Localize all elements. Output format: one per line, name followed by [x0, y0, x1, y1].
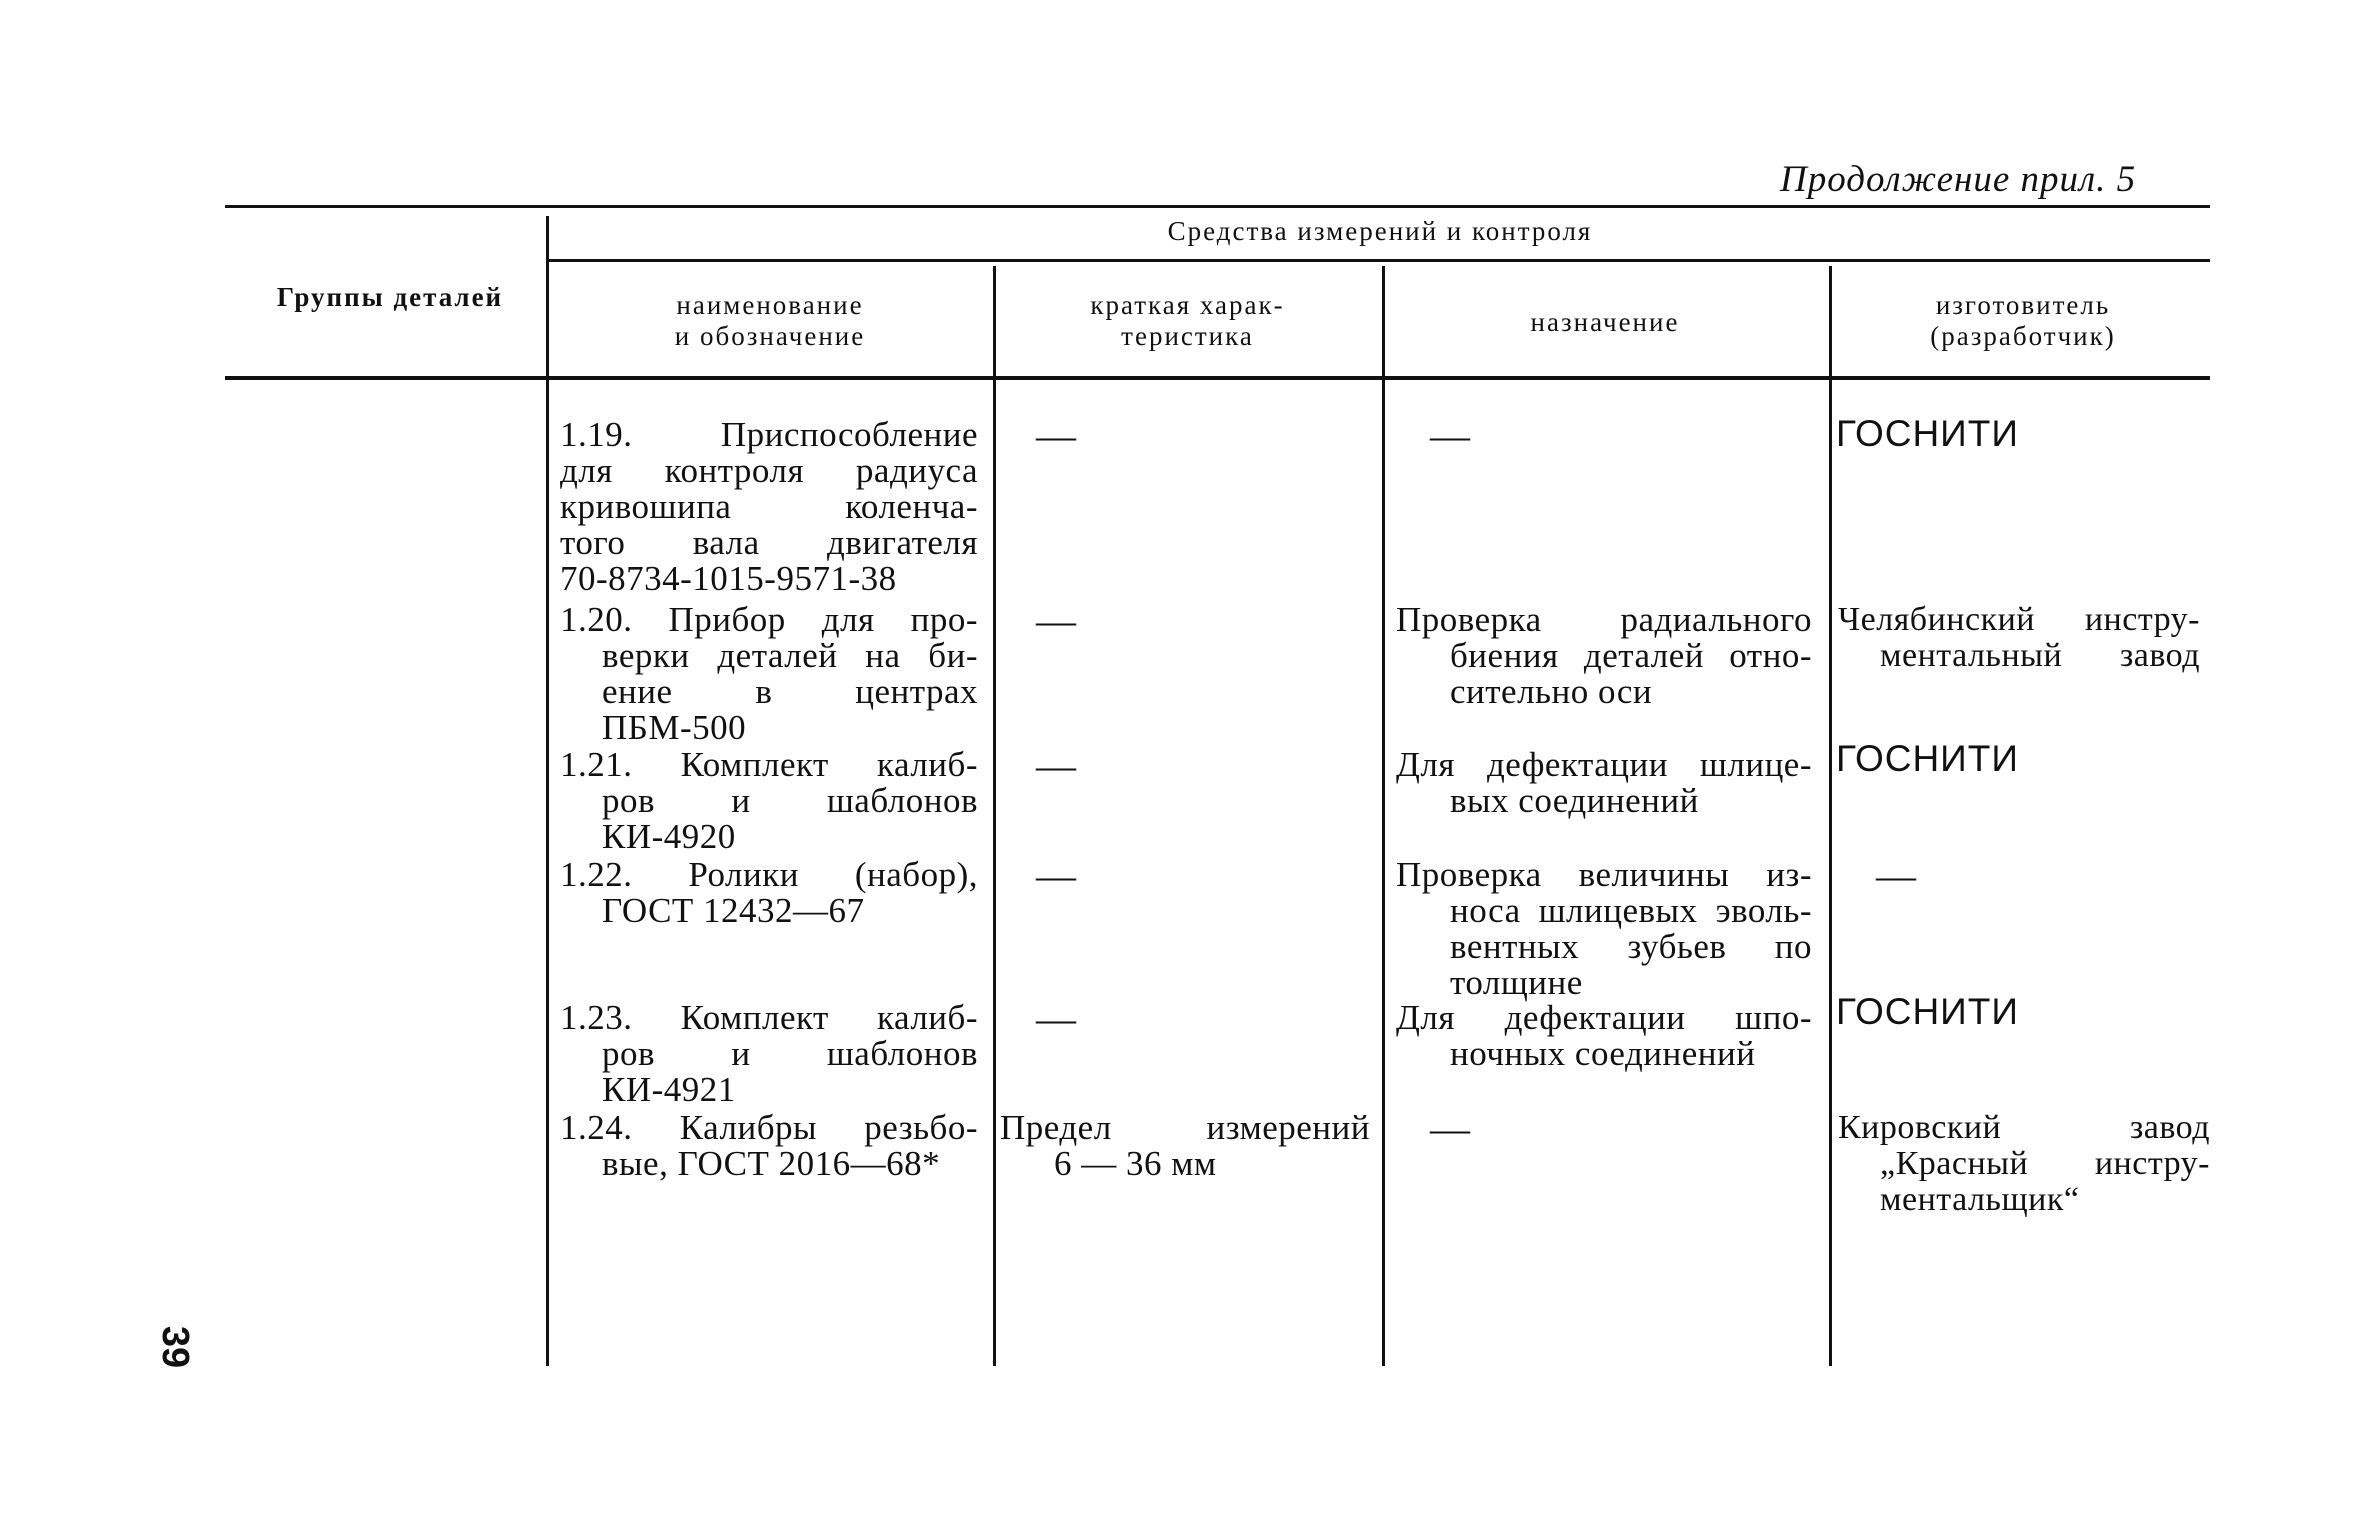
header-name-line: и обозначение: [674, 321, 866, 351]
row-text-line: „Красный инстру-: [1880, 1145, 2210, 1182]
row-text-line: биения деталей отно-: [1450, 636, 1812, 675]
row-text-line: носа шлицевых эволь-: [1450, 891, 1812, 930]
row-text-line: вентных зубьев по: [1450, 927, 1812, 966]
header-brief-column: [1000, 290, 1375, 352]
row-brief-dash: —: [1036, 996, 1076, 1041]
row-maker: ГОСНИТИ: [1836, 738, 2019, 779]
header-name-column: [560, 290, 980, 352]
row-text-line: ПБМ-500: [602, 708, 747, 747]
row-text-line: вые, ГОСТ 2016—68*: [602, 1144, 941, 1183]
header-bottom-rule: [225, 376, 2210, 380]
header-maker-column: [1838, 290, 2208, 352]
row-text-line: Проверка радиального: [1396, 600, 1812, 639]
row-brief-dash: —: [1036, 413, 1076, 458]
row-text-line: 1.20. Прибор для про-: [560, 600, 978, 639]
header-purpose-column: назначение: [1530, 307, 1680, 337]
row-purpose: [1396, 857, 1812, 1001]
row-purpose: [1396, 747, 1812, 819]
row-maker: ГОСНИТИ: [1836, 991, 2019, 1032]
header-span-rule: [548, 259, 2210, 262]
row-text-line: ров и шаблонов: [602, 1034, 978, 1073]
row-text-line: Предел измерений: [1000, 1108, 1370, 1147]
table-row-name: [560, 602, 978, 746]
row-text-line: 6 — 36 мм: [1054, 1144, 1217, 1183]
row-brief-dash: —: [1036, 598, 1076, 643]
purpose-column-divider: [1829, 266, 1832, 1366]
row-brief-dash: —: [1036, 853, 1076, 898]
row-brief: [1000, 1110, 1370, 1182]
row-brief-dash: —: [1036, 743, 1076, 788]
row-text-line: ментальный завод: [1880, 637, 2200, 674]
row-text-line: 1.23. Комплект калиб-: [560, 998, 978, 1037]
row-purpose-dash: —: [1430, 1106, 1470, 1151]
table-row-name: [560, 417, 978, 597]
brief-column-divider: [1382, 266, 1385, 1366]
row-text-line: 1.19. Приспособление: [560, 415, 978, 454]
page-number: 39: [154, 1325, 196, 1369]
table-row-name: [560, 857, 978, 929]
header-maker-line: (разработчик): [1930, 321, 2116, 351]
row-text-line: верки деталей на би-: [602, 636, 978, 675]
row-purpose-dash: —: [1430, 413, 1470, 458]
row-text-line: ров и шаблонов: [602, 781, 978, 820]
header-name-line: наименование: [676, 290, 864, 320]
group-column-divider: [546, 216, 549, 1366]
row-maker: [1838, 602, 2200, 674]
table-row-name: [560, 1000, 978, 1108]
row-purpose: [1396, 602, 1812, 710]
header-maker-line: изготовитель: [1935, 290, 2111, 320]
row-text-line: 1.22. Ролики (набор),: [560, 855, 978, 894]
row-text-line: ение в центрах: [602, 672, 978, 711]
row-text-line: кривошипа коленча-: [560, 487, 978, 526]
row-text-line: 1.24. Калибры резьбо-: [560, 1108, 978, 1147]
row-text-line: КИ-4920: [602, 817, 736, 856]
row-text-line: КИ-4921: [602, 1070, 736, 1109]
row-text-line: Проверка величины из-: [1396, 855, 1812, 894]
table-row-name: [560, 1110, 978, 1182]
row-text-line: толщине: [1450, 963, 1583, 1002]
row-maker: ГОСНИТИ: [1836, 413, 2019, 454]
header-brief-line: краткая харак-: [1090, 290, 1285, 320]
row-text-line: ночных соединений: [1450, 1034, 1756, 1073]
row-purpose: [1396, 1000, 1812, 1072]
row-maker: [1838, 1110, 2210, 1218]
header-group-column: Группы деталей: [276, 282, 504, 312]
row-text-line: сительно оси: [1450, 672, 1653, 711]
row-text-line: ментальщик“: [1880, 1181, 2080, 1218]
row-text-line: для контроля радиуса: [560, 451, 978, 490]
row-text-line: вых соединений: [1450, 781, 1699, 820]
row-text-line: Челябинский инстру-: [1838, 601, 2200, 638]
header-brief-line: теристика: [1121, 321, 1254, 351]
header-span-title: Средства измерений и контроля: [1167, 216, 1593, 246]
row-text-line: Кировский завод: [1838, 1109, 2210, 1146]
table-top-rule: [225, 205, 2210, 208]
continuation-caption: Продолжение прил. 5: [1780, 159, 2137, 200]
row-text-line: того вала двигателя: [560, 523, 978, 562]
name-column-divider: [993, 266, 996, 1366]
row-text-line: Для дефектации шлице-: [1396, 745, 1812, 784]
table-row-name: [560, 747, 978, 855]
row-text-line: 70-8734-1015-9571-38: [560, 559, 897, 598]
row-text-line: ГОСТ 12432—67: [602, 891, 865, 930]
row-text-line: 1.21. Комплект калиб-: [560, 745, 978, 784]
row-text-line: Для дефектации шпо-: [1396, 998, 1812, 1037]
row-maker-dash: —: [1876, 853, 1916, 898]
